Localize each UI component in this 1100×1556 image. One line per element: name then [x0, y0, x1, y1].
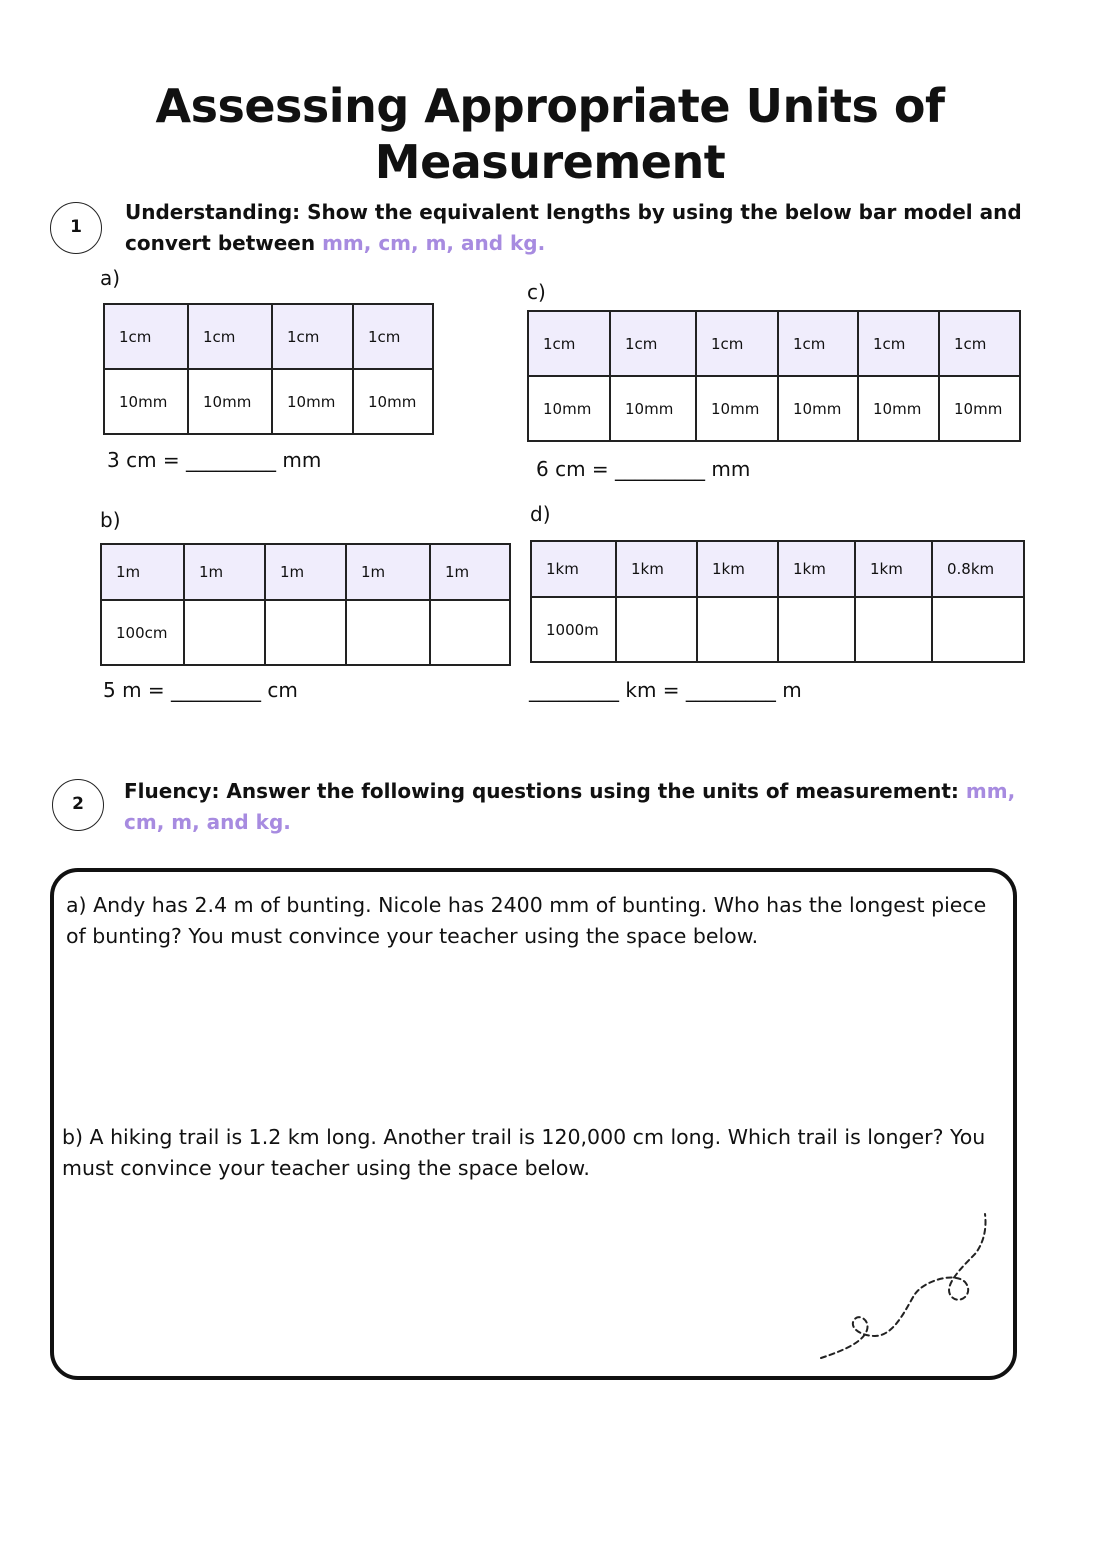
- bar-a-bottom-cell: 10mm: [188, 369, 272, 434]
- bar-model-a: [103, 303, 434, 435]
- bar-b-top-cell: 1m: [184, 544, 265, 600]
- bar-d-blank-cell[interactable]: [616, 597, 697, 662]
- bar-a-top-cell: 1cm: [104, 304, 188, 369]
- part-a-label: a): [100, 266, 121, 290]
- bar-d-top-cell: 1km: [778, 541, 855, 597]
- question-2b-prompt: b) A hiking trail is 1.2 km long. Another trail is 120,000 cm long. Which trail is longer? You must convince your teacher using the space below.: [62, 1125, 986, 1180]
- equation-d[interactable]: _________ km = _________ m: [529, 678, 802, 702]
- bar-c-top-cell: 1cm: [610, 311, 696, 376]
- dashed-swirl-doodle-icon: [815, 1210, 1000, 1365]
- part-d-label: d): [530, 502, 551, 526]
- question-1-number: 1: [50, 202, 102, 254]
- bar-b-top-cell: 1m: [346, 544, 430, 600]
- part-c-label: c): [527, 280, 546, 304]
- bar-d-top-cell: 1km: [697, 541, 778, 597]
- bar-c-bottom-cell: 10mm: [858, 376, 939, 441]
- bar-c-top-cell: 1cm: [939, 311, 1020, 376]
- bar-a-top-cell: 1cm: [188, 304, 272, 369]
- question-2-units: mm, cm, m, and kg.: [124, 779, 1016, 834]
- equation-a[interactable]: 3 cm = _________ mm: [107, 448, 322, 472]
- question-2-instructions: [124, 776, 1024, 838]
- question-2a-prompt: a) Andy has 2.4 m of bunting. Nicole has 2400 mm of bunting. Who has the longest piece of bunting? You must convince your teacher using the space below.: [66, 893, 987, 948]
- bar-c-top-cell: 1cm: [696, 311, 778, 376]
- question-2-text: Fluency: Answer the following questions using the units of measurement:: [124, 779, 966, 803]
- bar-d-blank-cell[interactable]: [932, 597, 1024, 662]
- bar-d-top-cell: 1km: [855, 541, 932, 597]
- part-b-label: b): [100, 508, 121, 532]
- question-2-number: 2: [52, 779, 104, 831]
- bar-b-blank-cell[interactable]: [184, 600, 265, 665]
- question-1-text: Understanding: Show the equivalent lengths by using the below bar model and convert between: [125, 200, 1022, 255]
- bar-c-top-cell: 1cm: [858, 311, 939, 376]
- bar-c-bottom-cell: 10mm: [778, 376, 858, 441]
- bar-d-top-cell: 1km: [531, 541, 616, 597]
- bar-a-top-cell: 1cm: [353, 304, 433, 369]
- bar-a-bottom-cell: 10mm: [104, 369, 188, 434]
- bar-b-blank-cell[interactable]: [430, 600, 510, 665]
- equation-c[interactable]: 6 cm = _________ mm: [536, 457, 751, 481]
- bar-d-blank-cell[interactable]: [778, 597, 855, 662]
- bar-c-top-cell: 1cm: [778, 311, 858, 376]
- bar-b-bottom-cell: 100cm: [101, 600, 184, 665]
- bar-model-d: [530, 540, 1025, 663]
- bar-d-blank-cell[interactable]: [855, 597, 932, 662]
- bar-c-bottom-cell: 10mm: [696, 376, 778, 441]
- bar-d-top-cell: 0.8km: [932, 541, 1024, 597]
- bar-b-top-cell: 1m: [430, 544, 510, 600]
- bar-b-blank-cell[interactable]: [346, 600, 430, 665]
- page-title: Assessing Appropriate Units of Measurement: [155, 79, 945, 189]
- bar-a-top-cell: 1cm: [272, 304, 353, 369]
- bar-c-top-cell: 1cm: [528, 311, 610, 376]
- bar-b-top-cell: 1m: [101, 544, 184, 600]
- bar-a-bottom-cell: 10mm: [353, 369, 433, 434]
- bar-model-c: [527, 310, 1021, 442]
- bar-c-bottom-cell: 10mm: [610, 376, 696, 441]
- bar-c-bottom-cell: 10mm: [939, 376, 1020, 441]
- bar-c-bottom-cell: 10mm: [528, 376, 610, 441]
- bar-d-blank-cell[interactable]: [697, 597, 778, 662]
- equation-b[interactable]: 5 m = _________ cm: [103, 678, 298, 702]
- bar-a-bottom-cell: 10mm: [272, 369, 353, 434]
- question-1-instructions: [125, 197, 1025, 259]
- bar-b-blank-cell[interactable]: [265, 600, 346, 665]
- bar-b-top-cell: 1m: [265, 544, 346, 600]
- bar-d-bottom-cell: 1000m: [531, 597, 616, 662]
- bar-d-top-cell: 1km: [616, 541, 697, 597]
- bar-model-b: [100, 543, 511, 666]
- question-1-units: mm, cm, m, and kg.: [322, 231, 546, 255]
